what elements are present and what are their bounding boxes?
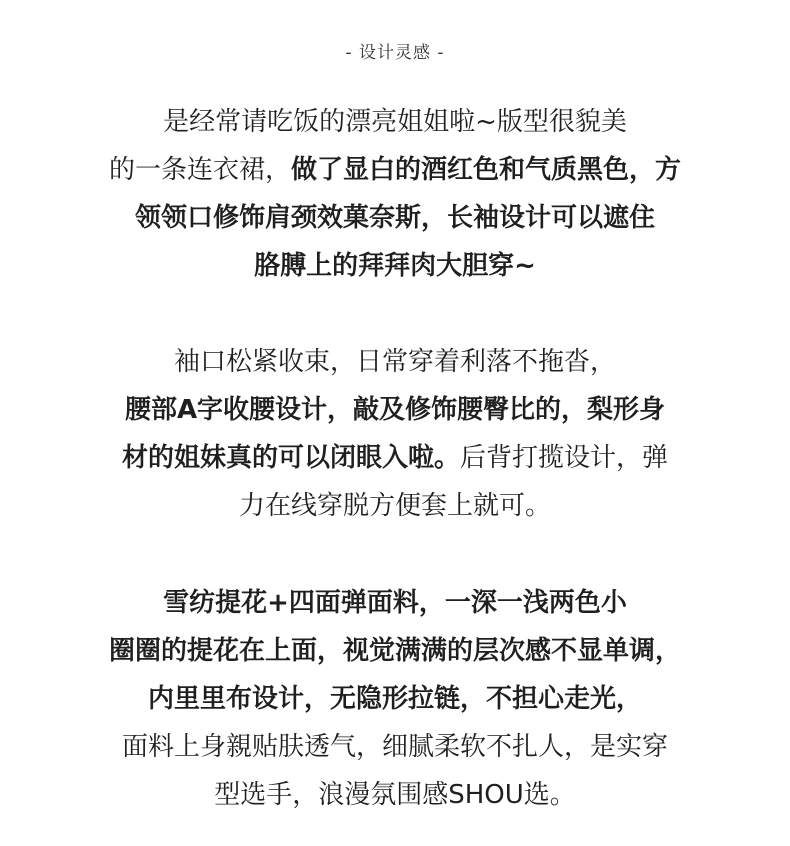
- paragraph-line: [0, 771, 790, 819]
- line-tail-text: 后背打揽设计，弹: [460, 443, 669, 473]
- line-text: 力在线穿脱方便套上就可。: [238, 491, 551, 521]
- line-bold-text: 领领口修饰肩颈效菓奈斯，长袖设计可以遮住: [134, 203, 655, 233]
- line-text: 袖口松紧收束，日常穿着利落不拖沓，: [173, 347, 616, 377]
- line-bold-text: 胳膊上的拜拜肉大胆穿~: [254, 251, 536, 281]
- paragraph-2: [0, 338, 790, 530]
- paragraph-line: [0, 482, 790, 530]
- paragraph-line: [0, 194, 790, 242]
- paragraph-line: [0, 242, 790, 290]
- line-text: 型选手，浪漫氛围感SHOU选。: [214, 780, 576, 810]
- paragraph-line: [0, 434, 790, 482]
- paragraph-line: [0, 723, 790, 771]
- line-bold-text: 内里里布设计，无隐形拉链，不担心走光，: [147, 684, 642, 714]
- line-text: 面料上身親贴肤透气，细腻柔软不扎人，是实穿: [121, 732, 668, 762]
- paragraph-1: [0, 98, 790, 290]
- section-heading: - 设计灵感 -: [345, 43, 445, 63]
- paragraph-line: [0, 338, 790, 386]
- line-bold-text: 腰部A字收腰设计，敲及修饰腰臀比的，梨形身: [124, 395, 666, 425]
- line-text: 是经常请吃饭的漂亮姐姐啦~版型很貌美: [163, 107, 627, 137]
- paragraph-3: [0, 579, 790, 819]
- line-text: 的一条连衣裙，: [108, 155, 291, 185]
- paragraph-line: [0, 98, 790, 146]
- paragraph-line: [0, 146, 790, 194]
- paragraph-line: [0, 386, 790, 434]
- line-bold-text: 做了显白的酒红色和气质黑色，方: [291, 155, 682, 185]
- paragraph-line: [0, 579, 790, 627]
- line-bold-text: 材的姐妹真的可以闭眼入啦。: [121, 443, 460, 473]
- paragraph-line: [0, 627, 790, 675]
- paragraph-line: [0, 675, 790, 723]
- line-bold-text: 雪纺提花+四面弹面料，一深一浅两色小: [163, 588, 627, 618]
- line-bold-text: 圈圈的提花在上面，视觉满满的层次感不显单调，: [108, 636, 681, 666]
